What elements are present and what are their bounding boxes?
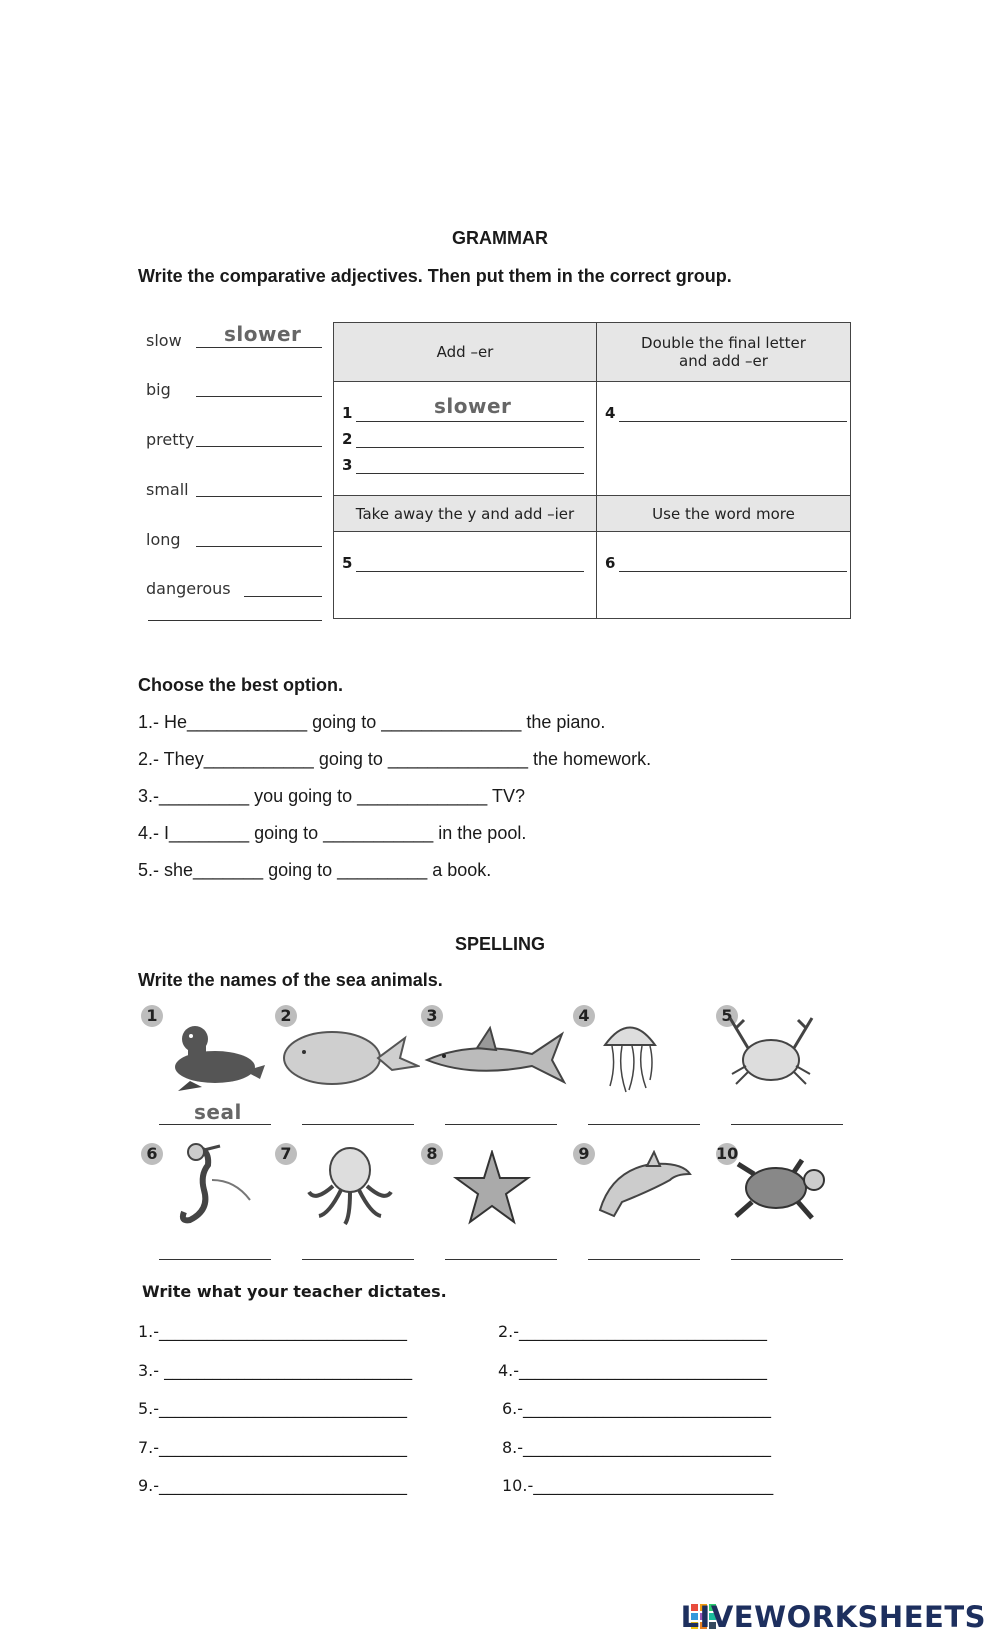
slot-number-4: 4 <box>605 404 616 422</box>
dictation-item-4[interactable]: 4.-_______________________________ <box>498 1361 768 1380</box>
jellyfish-icon <box>590 1010 670 1100</box>
animal-number-2: 2 <box>275 1005 297 1027</box>
dictation-item-9[interactable]: 9.-_______________________________ <box>138 1476 408 1495</box>
header-double-line1: Double the final letter <box>641 334 806 352</box>
grammar-instruction: Write the comparative adjectives. Then put them in the correct group. <box>138 266 732 286</box>
adjective-big: big <box>146 380 171 399</box>
cell-more <box>597 532 851 619</box>
dolphin-icon <box>592 1150 692 1220</box>
slot-number-3: 3 <box>342 456 353 474</box>
slot-line-1[interactable] <box>356 421 584 422</box>
header-add-er-label: Add –er <box>436 343 494 361</box>
dictation-item-2[interactable]: 2.-_______________________________ <box>498 1322 768 1341</box>
header-add-er <box>334 323 597 382</box>
dictation-item-6[interactable]: 6.-_______________________________ <box>502 1399 772 1418</box>
header-double-letter <box>597 323 851 382</box>
whale-icon <box>280 1020 420 1090</box>
adjective-long: long <box>146 530 181 549</box>
animal-answer-line-5[interactable] <box>731 1124 843 1125</box>
starfish-icon <box>452 1150 532 1225</box>
animal-number-3: 3 <box>421 1005 443 1027</box>
dictation-item-8[interactable]: 8.-_______________________________ <box>502 1438 772 1457</box>
spelling-instruction: Write the names of the sea animals. <box>138 970 443 990</box>
slot-number-2: 2 <box>342 430 353 448</box>
shark-icon <box>422 1020 572 1090</box>
animal-answer-line-4[interactable] <box>588 1124 700 1125</box>
animal-number-4: 4 <box>573 1005 595 1027</box>
dictation-instruction: Write what your teacher dictates. <box>142 1282 447 1301</box>
slot-line-2[interactable] <box>356 447 584 448</box>
dictation-item-3[interactable]: 3.- _______________________________ <box>138 1361 413 1380</box>
animal-number-1: 1 <box>141 1005 163 1027</box>
header-more-label: Use the word more <box>652 504 795 523</box>
crab-icon <box>726 1008 816 1093</box>
grammar-title: GRAMMAR <box>452 228 548 248</box>
dictation-item-1[interactable]: 1.-_______________________________ <box>138 1322 408 1341</box>
animal-number-5: 5 <box>716 1005 738 1027</box>
sentence-3[interactable]: 3.-_________ you going to _____________ TV? <box>138 786 526 806</box>
answer-line-slow[interactable] <box>196 347 322 348</box>
animal-answer-line-9[interactable] <box>588 1259 700 1260</box>
adjective-slow: slow <box>146 331 182 350</box>
sentence-1[interactable]: 1.- He____________ going to ______________ the piano. <box>138 712 606 732</box>
answer-line-pretty[interactable] <box>196 446 322 447</box>
answer-line-dangerous-extra[interactable] <box>148 620 322 621</box>
dictation-item-5[interactable]: 5.-_______________________________ <box>138 1399 408 1418</box>
animal-number-6: 6 <box>141 1143 163 1165</box>
spelling-title: SPELLING <box>454 934 545 954</box>
adjective-pretty: pretty <box>146 430 195 449</box>
slot-line-5[interactable] <box>356 571 584 572</box>
example-answer-seal: seal <box>194 1100 242 1124</box>
answer-line-small[interactable] <box>196 496 322 497</box>
octopus-icon <box>305 1142 395 1227</box>
liveworksheets-logo-text: LIVEWORKSHEETS <box>680 1600 986 1634</box>
animal-answer-line-8[interactable] <box>445 1259 557 1260</box>
slot-line-4[interactable] <box>619 421 847 422</box>
dictation-item-7[interactable]: 7.-_______________________________ <box>138 1438 408 1457</box>
turtle-icon <box>732 1150 827 1225</box>
slot-number-1: 1 <box>342 404 353 422</box>
answer-line-long[interactable] <box>196 546 322 547</box>
answer-line-big[interactable] <box>196 396 322 397</box>
seal-icon <box>160 1015 270 1095</box>
cell-double-letter <box>597 382 851 496</box>
dictation-item-10[interactable]: 10.-______________________________ <box>502 1476 774 1495</box>
animal-number-8: 8 <box>421 1143 443 1165</box>
seahorse-icon <box>160 1140 255 1230</box>
animal-answer-line-3[interactable] <box>445 1124 557 1125</box>
animal-answer-line-1[interactable] <box>159 1124 271 1125</box>
cell-take-y <box>334 532 597 619</box>
options-instruction: Choose the best option. <box>138 675 343 695</box>
example-answer-slower: slower <box>224 322 302 346</box>
answer-line-dangerous[interactable] <box>244 596 322 597</box>
animal-number-7: 7 <box>275 1143 297 1165</box>
sentence-2[interactable]: 2.- They___________ going to ______________ the homework. <box>138 749 652 769</box>
animal-answer-line-7[interactable] <box>302 1259 414 1260</box>
animal-answer-line-6[interactable] <box>159 1259 271 1260</box>
header-take-y-label: Take away the y and add –ier <box>355 504 575 523</box>
sentence-4[interactable]: 4.- I________ going to ___________ in the pool. <box>138 823 527 843</box>
cell-add-er <box>334 382 597 496</box>
animal-number-10: 10 <box>716 1144 739 1163</box>
animal-answer-line-2[interactable] <box>302 1124 414 1125</box>
animal-answer-line-10[interactable] <box>731 1259 843 1260</box>
comparative-groups-table <box>333 322 851 619</box>
header-take-y <box>334 496 597 532</box>
animal-number-9: 9 <box>573 1143 595 1165</box>
slot-line-3[interactable] <box>356 473 584 474</box>
header-double-line2: and add –er <box>679 352 768 370</box>
header-more <box>597 496 851 532</box>
slot-number-5: 5 <box>342 554 353 572</box>
sentence-5[interactable]: 5.- she_______ going to _________ a book. <box>138 860 492 880</box>
slot-example-slower: slower <box>434 394 512 418</box>
adjective-dangerous: dangerous <box>146 579 231 598</box>
slot-line-6[interactable] <box>619 571 847 572</box>
slot-number-6: 6 <box>605 554 616 572</box>
adjective-small: small <box>146 480 189 499</box>
